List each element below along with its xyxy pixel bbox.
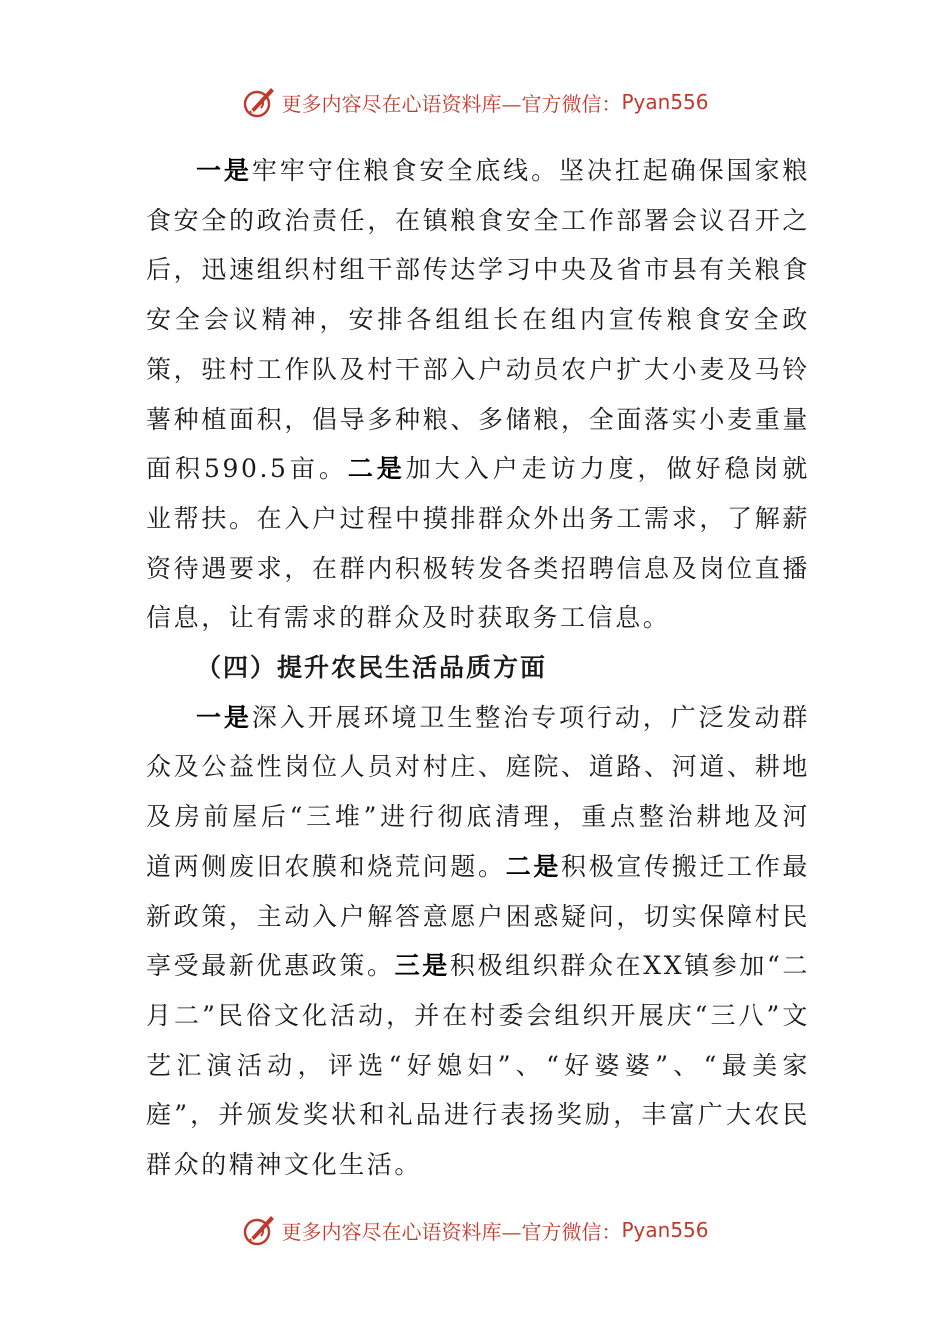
- quill-pen-icon: [241, 1212, 277, 1248]
- keyword-first: 一是: [196, 702, 252, 732]
- watermark-banner-bottom: [0, 1210, 950, 1250]
- paragraph-text: 深入开展环境卫生整治专项行动，广泛发动群众及公益性岗位人员对村庄、庭院、道路、河道、耕地及房前屋后“三堆”进行彻底清理，重点整治耕地及河道两侧废旧农膜和烧荒问题。: [146, 702, 810, 881]
- watermark-label: 更多内容尽在心语资料库—官方微信：: [281, 1219, 622, 1244]
- paragraph-text: 加大入户走访力度，做好稳岗就业帮扶。在入户过程中摸排群众外出务工需求，了解薪资待遇要求，在群内积极转发各类招聘信息及岗位直播信息，让有需求的群众及时获取务工信息。: [146, 454, 810, 633]
- keyword-first: 一是: [196, 156, 252, 185]
- watermark-banner-top: [0, 82, 950, 122]
- quill-pen-icon: [241, 84, 277, 120]
- paragraph-text: 积极宣传搬迁工作最新政策，主动入户解答意愿户困惑疑问，切实保障村民享受最新优惠政策。: [146, 851, 810, 981]
- wechat-id: Pyan556: [621, 1218, 709, 1242]
- keyword-second: 二是: [347, 454, 406, 484]
- section-heading: （四）提升农民生活品质方面: [196, 653, 548, 683]
- watermark-label: 更多内容尽在心语资料库—官方微信：: [281, 91, 622, 116]
- paragraph-living-quality: [146, 693, 810, 1190]
- document-body: [146, 146, 810, 1190]
- paragraph-text: 牢牢守住粮食安全底线。坚决扛起确保国家粮食安全的政治责任，在镇粮食安全工作部署会议召开之后，迅速组织村组干部传达学习中央及省市县有关粮食安全会议精神，安排各组组长在组内宣传粮食安全政策，驻村工作队及村干部入户动员农户扩大小麦及马铃薯种植面积，倡导多种粮、多储粮，全面落实小麦重量面积590.5亩。: [146, 156, 810, 484]
- keyword-third: 三是: [394, 951, 450, 981]
- keyword-second: 二是: [505, 851, 562, 881]
- paragraph-text: 积极组织群众在XX镇参加“二月二”民俗文化活动，并在村委会组织开展庆“三八”文艺汇演活动，评选“好媳妇”、“好婆婆”、“最美家庭”，并颁发奖状和礼品进行表扬奖励，丰富广大农民群众的精神文化生活。: [146, 951, 811, 1180]
- wechat-id: Pyan556: [621, 90, 709, 114]
- paragraph-grain-employment: [146, 146, 810, 643]
